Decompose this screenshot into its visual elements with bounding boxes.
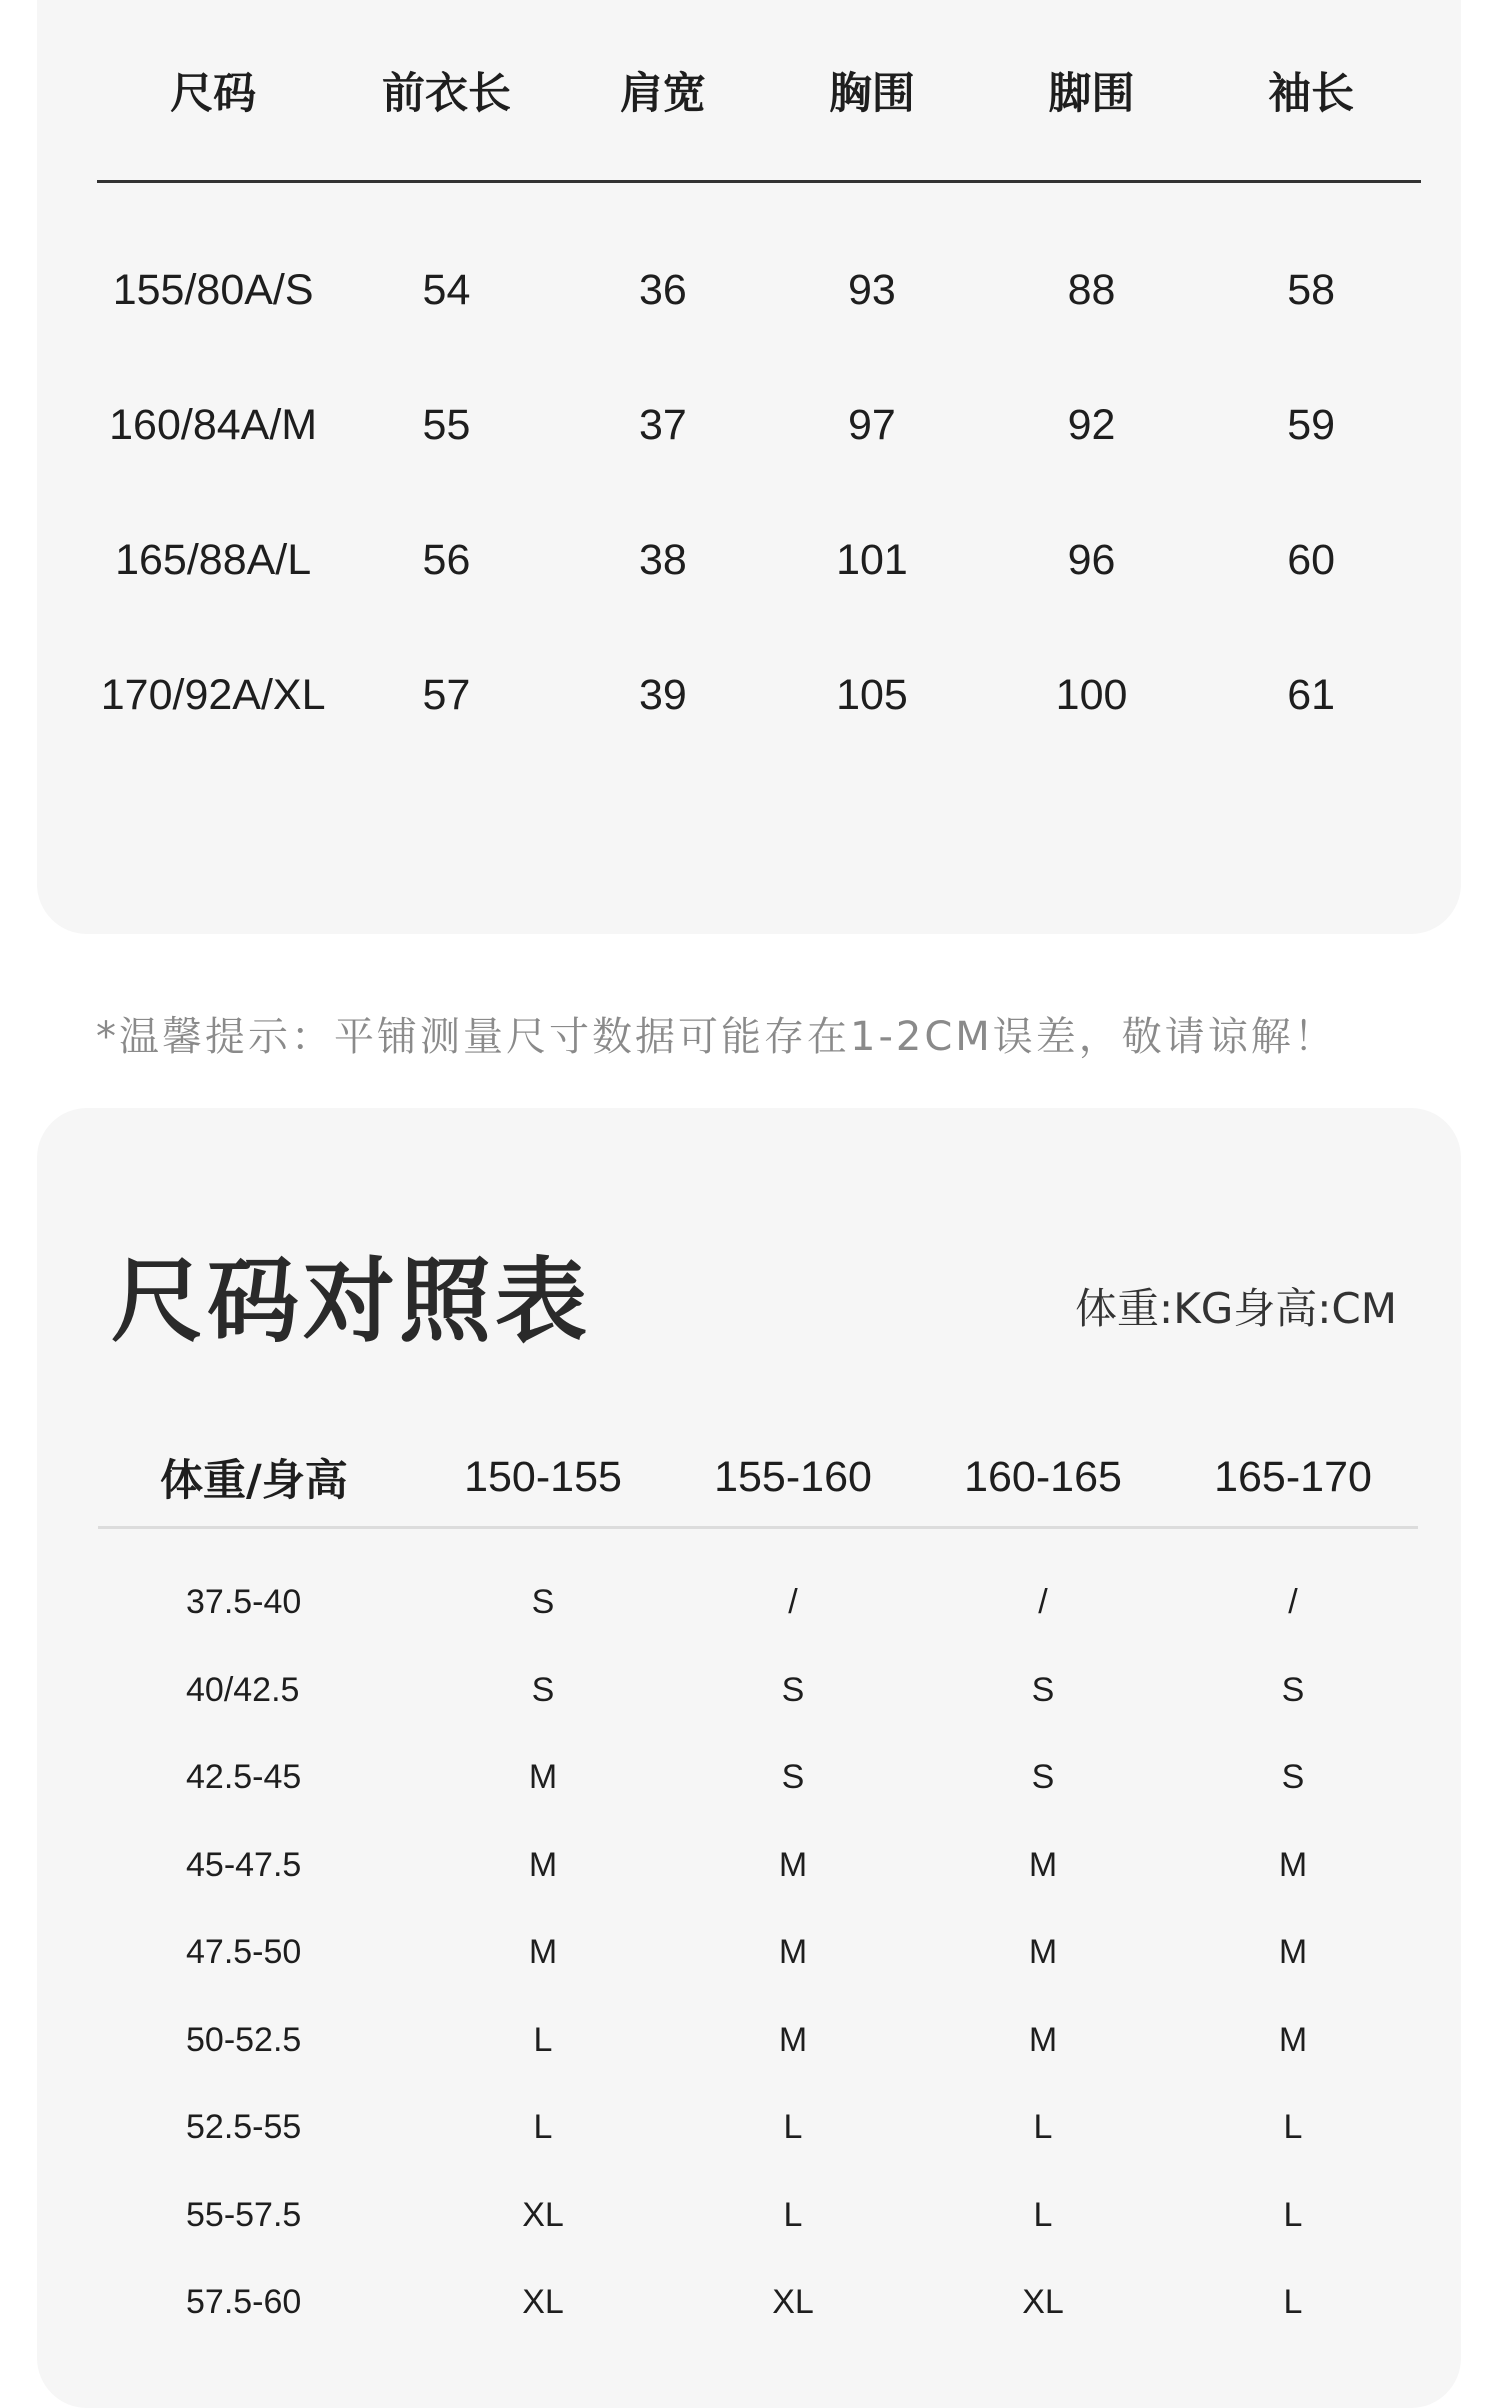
- size-cell: 170/92A/XL: [100, 671, 326, 719]
- spacer-row: [97, 182, 1421, 224]
- size-cell: S: [781, 1758, 805, 1797]
- size-cell: /: [1288, 1583, 1298, 1622]
- size-cell: L: [1283, 2195, 1303, 2234]
- weight-cell: 57.5-60: [186, 2283, 302, 2322]
- table-row: [98, 2084, 1418, 2172]
- size-cell: S: [531, 1670, 555, 1709]
- weight-cell: 47.5-50: [186, 1933, 302, 1972]
- table-row: [98, 1734, 1418, 1822]
- size-cell: L: [1033, 2108, 1053, 2147]
- weight-cell: 52.5-55: [186, 2108, 302, 2147]
- weight-cell: 37.5-40: [186, 1583, 302, 1622]
- size-cell: S: [1281, 1670, 1305, 1709]
- size-cell: M: [528, 1933, 558, 1972]
- value-cell: 59: [1287, 401, 1336, 449]
- size-cell: M: [528, 1758, 558, 1797]
- value-cell: 88: [1067, 266, 1116, 314]
- value-cell: 96: [1067, 536, 1116, 584]
- size-cell: L: [533, 2020, 553, 2059]
- header-height-range: 155-160: [668, 1428, 918, 1528]
- value-cell: 57: [422, 671, 471, 719]
- header-chest: 胸围: [762, 0, 982, 182]
- weight-cell: 42.5-45: [186, 1758, 302, 1797]
- value-cell: 37: [638, 401, 687, 449]
- size-measurement-table: [97, 0, 1421, 763]
- value-cell: 97: [848, 401, 896, 449]
- weight-cell: 55-57.5: [186, 2195, 302, 2234]
- table-row: [97, 358, 1421, 493]
- size-cell: M: [1278, 2020, 1308, 2059]
- table-row: [98, 2172, 1418, 2260]
- value-cell: 101: [836, 536, 908, 584]
- size-cell: S: [1031, 1758, 1055, 1797]
- table-header-row: [98, 1428, 1418, 1528]
- size-cell: M: [778, 1845, 808, 1884]
- header-size: 尺码: [97, 0, 329, 182]
- size-cell: 160/84A/M: [109, 401, 318, 449]
- size-cell: L: [783, 2195, 803, 2234]
- table-row: [98, 2259, 1418, 2347]
- weight-cell: 50-52.5: [186, 2020, 302, 2059]
- value-cell: 58: [1287, 266, 1336, 314]
- size-cell: L: [1033, 2195, 1053, 2234]
- table-header-row: [97, 0, 1421, 182]
- size-cell: M: [528, 1845, 558, 1884]
- header-height-range: 160-165: [918, 1428, 1168, 1528]
- weight-cell: 45-47.5: [186, 1845, 302, 1884]
- size-cell: XL: [522, 2283, 564, 2322]
- value-cell: 39: [638, 671, 687, 719]
- value-cell: 54: [422, 266, 471, 314]
- table-row: [98, 1909, 1418, 1997]
- size-cell: M: [1028, 2020, 1058, 2059]
- weight-cell: 40/42.5: [186, 1670, 300, 1709]
- table-row: [98, 1822, 1418, 1910]
- size-cell: M: [778, 2020, 808, 2059]
- size-cell: S: [781, 1670, 805, 1709]
- size-chart-table: [98, 1428, 1418, 2347]
- size-cell: /: [788, 1583, 798, 1622]
- size-cell: M: [1028, 1845, 1058, 1884]
- size-cell: L: [1283, 2283, 1303, 2322]
- table-row: [97, 223, 1421, 358]
- size-cell: M: [1278, 1845, 1308, 1884]
- size-cell: XL: [522, 2195, 564, 2234]
- value-cell: 93: [848, 266, 896, 314]
- header-height-range: 150-155: [418, 1428, 668, 1528]
- size-cell: XL: [772, 2283, 814, 2322]
- table-row: [98, 1997, 1418, 2085]
- size-cell: 155/80A/S: [112, 266, 314, 314]
- value-cell: 105: [836, 671, 908, 719]
- header-sleeve-length: 袖长: [1201, 0, 1421, 182]
- value-cell: 55: [422, 401, 471, 449]
- size-cell: L: [783, 2108, 803, 2147]
- header-hem: 脚围: [982, 0, 1202, 182]
- size-cell: S: [1031, 1670, 1055, 1709]
- value-cell: 38: [638, 536, 687, 584]
- table-row: [97, 493, 1421, 628]
- value-cell: 36: [638, 266, 687, 314]
- size-chart-units: 体重:KG身高:CM: [1075, 1284, 1397, 1333]
- size-cell: S: [531, 1583, 555, 1622]
- size-cell: M: [1278, 1933, 1308, 1972]
- value-cell: 56: [422, 536, 471, 584]
- size-cell: L: [1283, 2108, 1303, 2147]
- value-cell: 60: [1287, 536, 1336, 584]
- size-chart-card: [37, 1108, 1461, 2408]
- size-cell: XL: [1022, 2283, 1064, 2322]
- size-cell: M: [1028, 1933, 1058, 1972]
- value-cell: 61: [1287, 671, 1336, 719]
- size-measurement-card: [37, 0, 1461, 934]
- header-front-length: 前衣长: [329, 0, 563, 182]
- header-shoulder-width: 肩宽: [564, 0, 762, 182]
- value-cell: 100: [1055, 671, 1128, 719]
- size-cell: M: [778, 1933, 808, 1972]
- header-height-range: 165-170: [1168, 1428, 1418, 1528]
- table-row: [98, 1647, 1418, 1735]
- table-row: [97, 628, 1421, 763]
- size-cell: /: [1038, 1583, 1048, 1622]
- header-weight-height: 体重/身高: [98, 1428, 418, 1528]
- size-cell: 165/88A/L: [115, 536, 312, 584]
- size-chart-title: 尺码对照表: [111, 1248, 592, 1355]
- size-cell: S: [1281, 1758, 1305, 1797]
- size-cell: L: [533, 2108, 553, 2147]
- table-row: [98, 1528, 1418, 1647]
- value-cell: 92: [1067, 401, 1116, 449]
- measurement-tip: *温馨提示：平铺测量尺寸数据可能存在1-2CM误差，敬请谅解！: [96, 1014, 1337, 1060]
